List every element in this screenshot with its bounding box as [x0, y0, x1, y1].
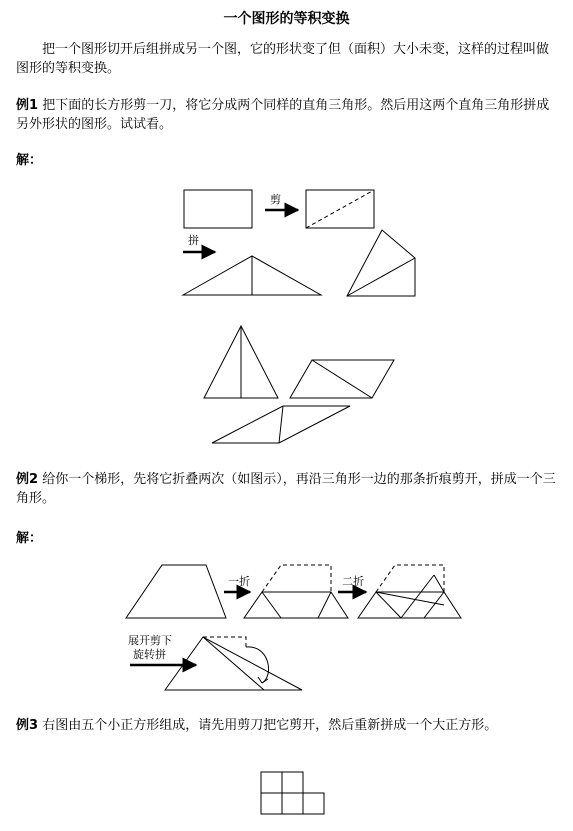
ex2-first-fold [244, 565, 348, 618]
page-title: 一个图形的等积变换 [223, 11, 350, 27]
ex2-result-triangle [165, 637, 302, 690]
ex1-wide-isosceles-triangle [183, 256, 321, 295]
example-3-label: 例3 [16, 718, 39, 733]
ex2-fold2-arrow-label: 二折 [342, 575, 364, 588]
ex1-parallelogram-upper [290, 360, 394, 398]
ex3-five-squares [261, 772, 324, 814]
ex1-rectangle-with-diagonal [306, 190, 374, 228]
ex1-join-arrow [183, 233, 215, 252]
example-1-solution-label: 解： [16, 153, 43, 168]
ex1-tall-isosceles-triangle [204, 326, 278, 398]
ex2-unfold-arrow-label-2: 旋转拼 [133, 648, 166, 661]
ex2-fold1-arrow-label: 一折 [228, 575, 250, 588]
example-2-solution-label: 解： [16, 531, 43, 546]
example-2-text: 给你一个梯形，先将它折叠两次（如图示），再沿三角形一边的那条折痕剪开，拼成一个三角形。 [16, 472, 556, 506]
example-2-label: 例2 [16, 472, 39, 487]
ex1-kite-shape [347, 230, 415, 296]
ex1-parallelogram-lower [212, 406, 350, 443]
ex1-cut-arrow [265, 193, 298, 210]
ex1-join-arrow-label: 拼 [188, 234, 199, 247]
ex2-fold1-arrow [224, 574, 250, 592]
intro-paragraph: 把一个图形切开后组拼成另一个图，它的形状变了但（面积）大小未变，这样的过程叫做图形的等积变换。 [16, 42, 550, 76]
example-1-text: 把下面的长方形剪一刀，将它分成两个同样的直角三角形。然后用这两个直角三角形拼成另外形状的图形。试试看。 [16, 98, 550, 132]
ex2-unfold-arrow-label-1: 展开剪下 [128, 634, 172, 647]
ex2-second-fold [358, 565, 461, 618]
ex1-cut-arrow-label: 剪 [270, 193, 281, 206]
ex2-fold2-arrow [338, 574, 366, 592]
ex2-trapezoid [126, 565, 226, 618]
ex1-rectangle [184, 190, 252, 228]
example-3-text: 右图由五个小正方形组成，请先用剪刀把它剪开，然后重新拼成一个大正方形。 [42, 718, 498, 733]
example-1-label: 例1 [16, 98, 39, 113]
